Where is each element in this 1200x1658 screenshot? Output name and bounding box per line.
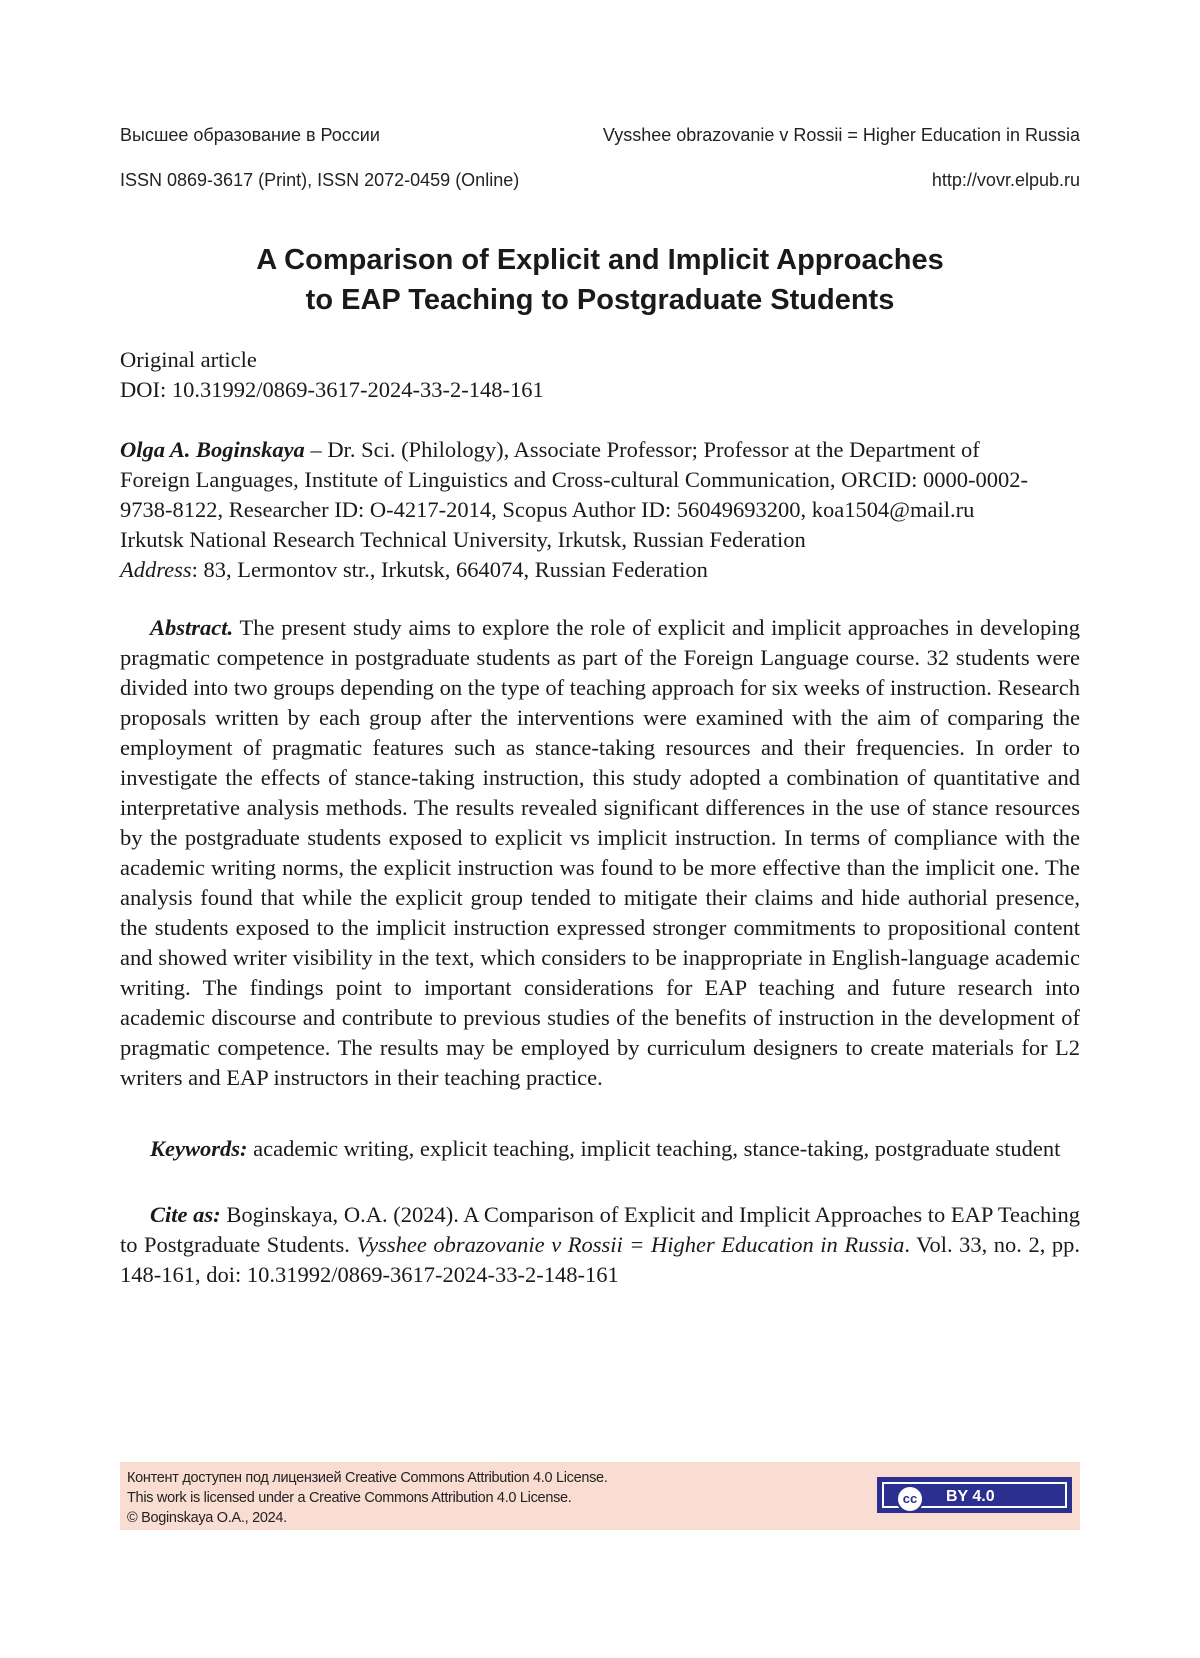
article-type: Original article <box>120 347 257 372</box>
title-line-1: A Comparison of Explicit and Implicit Approaches <box>256 244 944 276</box>
journal-url[interactable]: http://vovr.elpub.ru <box>931 170 1080 190</box>
cite-label: Cite as: <box>150 1202 221 1227</box>
keywords-text: academic writing, explicit teaching, implicit teaching, stance-taking, postgraduate student <box>247 1136 1061 1161</box>
license-line-en: This work is licensed under a Creative Commons Attribution 4.0 License. <box>127 1490 572 1506</box>
cite-text: Boginskaya, O.A. (2024). A Comparison of Explicit and Implicit Approaches to EAP Teaching to Postgraduate Students. <box>120 1202 1080 1257</box>
author-credentials: – Dr. Sci. (Philology), Associate Professor; Professor at the Department of <box>304 437 980 462</box>
copyright: © Boginskaya O.A., 2024. <box>127 1510 287 1526</box>
doi: DOI: 10.31992/0869-3617-2024-33-2-148-161 <box>120 377 544 402</box>
article-title <box>120 240 1080 320</box>
article-info <box>120 345 1080 405</box>
issn: ISSN 0869-3617 (Print), ISSN 2072-0459 (Online) <box>120 170 520 190</box>
author-ids: 9738-8122, Researcher ID: O-4217-2014, Scopus Author ID: 56049693200, koa1504@mail.ru <box>120 497 975 522</box>
license-line-ru: Контент доступен под лицензией Creative Commons Attribution 4.0 License. <box>127 1470 608 1486</box>
author-block <box>120 435 1080 585</box>
author-name: Olga A. Boginskaya <box>120 437 305 462</box>
cc-icon: cc <box>896 1485 924 1513</box>
address-label: Address <box>120 557 192 582</box>
abstract-text: The present study aims to explore the role of explicit and implicit approaches in developing pragmatic competence in postgraduate students as part of the Foreign Language course. 32 students were divided into two groups depending on the type of teaching approach for six weeks of instruction. Research proposals written by each group after the interventions were examined with the aim of comparing the employment of pragmatic features such as stance-taking resources and their frequencies. In order to investigate the effects of stance-taking instruction, this study adopted a combination of quantitative and interpretative analysis methods. The results revealed significant differences in the use of stance resources by the postgraduate students exposed to explicit vs implicit instruction. In terms of compliance with the academic writing norms, the explicit instruction was found to be more effective than the implicit one. The analysis found that while the explicit group tended to mitigate their claims and hide authorial presence, the students exposed to the implicit instruction expressed stronger commitments to propositional content and showed writer visibility in the text, which considers to be inappropriate in English-language academic writing. The findings point to important considerations for EAP teaching and future research into academic discourse and contribute to previous studies of the benefits of instruction in the development of pragmatic competence. The results may be employed by curriculum designers to create materials for L2 writers and EAP instructors in their teaching practice. <box>120 615 1080 1090</box>
cc-by-badge[interactable] <box>877 1477 1072 1513</box>
keywords-label: Keywords: <box>150 1136 248 1161</box>
abstract-label: Abstract. <box>150 615 234 640</box>
cite-details: . Vol. 33, no. 2, pp. 148-161, doi: 10.31992/0869-3617-2024-33-2-148-161 <box>120 1232 1080 1287</box>
citation <box>120 1200 1080 1290</box>
title-line-2: to EAP Teaching to Postgraduate Students <box>305 284 895 316</box>
journal-name-en: Vysshee obrazovanie v Rossii = Higher Education in Russia <box>602 125 1080 145</box>
cite-journal: Vysshee obrazovanie v Rossii = Higher Education in Russia <box>356 1232 905 1257</box>
address-value: : 83, Lermontov str., Irkutsk, 664074, Russian Federation <box>191 557 708 582</box>
author-department: Foreign Languages, Institute of Linguistics and Cross-cultural Communication, ORCID: 0000-0002- <box>120 467 1028 492</box>
author-affiliation: Irkutsk National Research Technical University, Irkutsk, Russian Federation <box>120 527 806 552</box>
journal-name-ru: Высшее образование в России <box>120 125 380 145</box>
license-box <box>120 1462 1080 1530</box>
cc-license-label: BY 4.0 <box>946 1488 995 1505</box>
license-text <box>127 1468 608 1528</box>
abstract <box>120 613 1080 1093</box>
keywords <box>120 1134 1080 1164</box>
